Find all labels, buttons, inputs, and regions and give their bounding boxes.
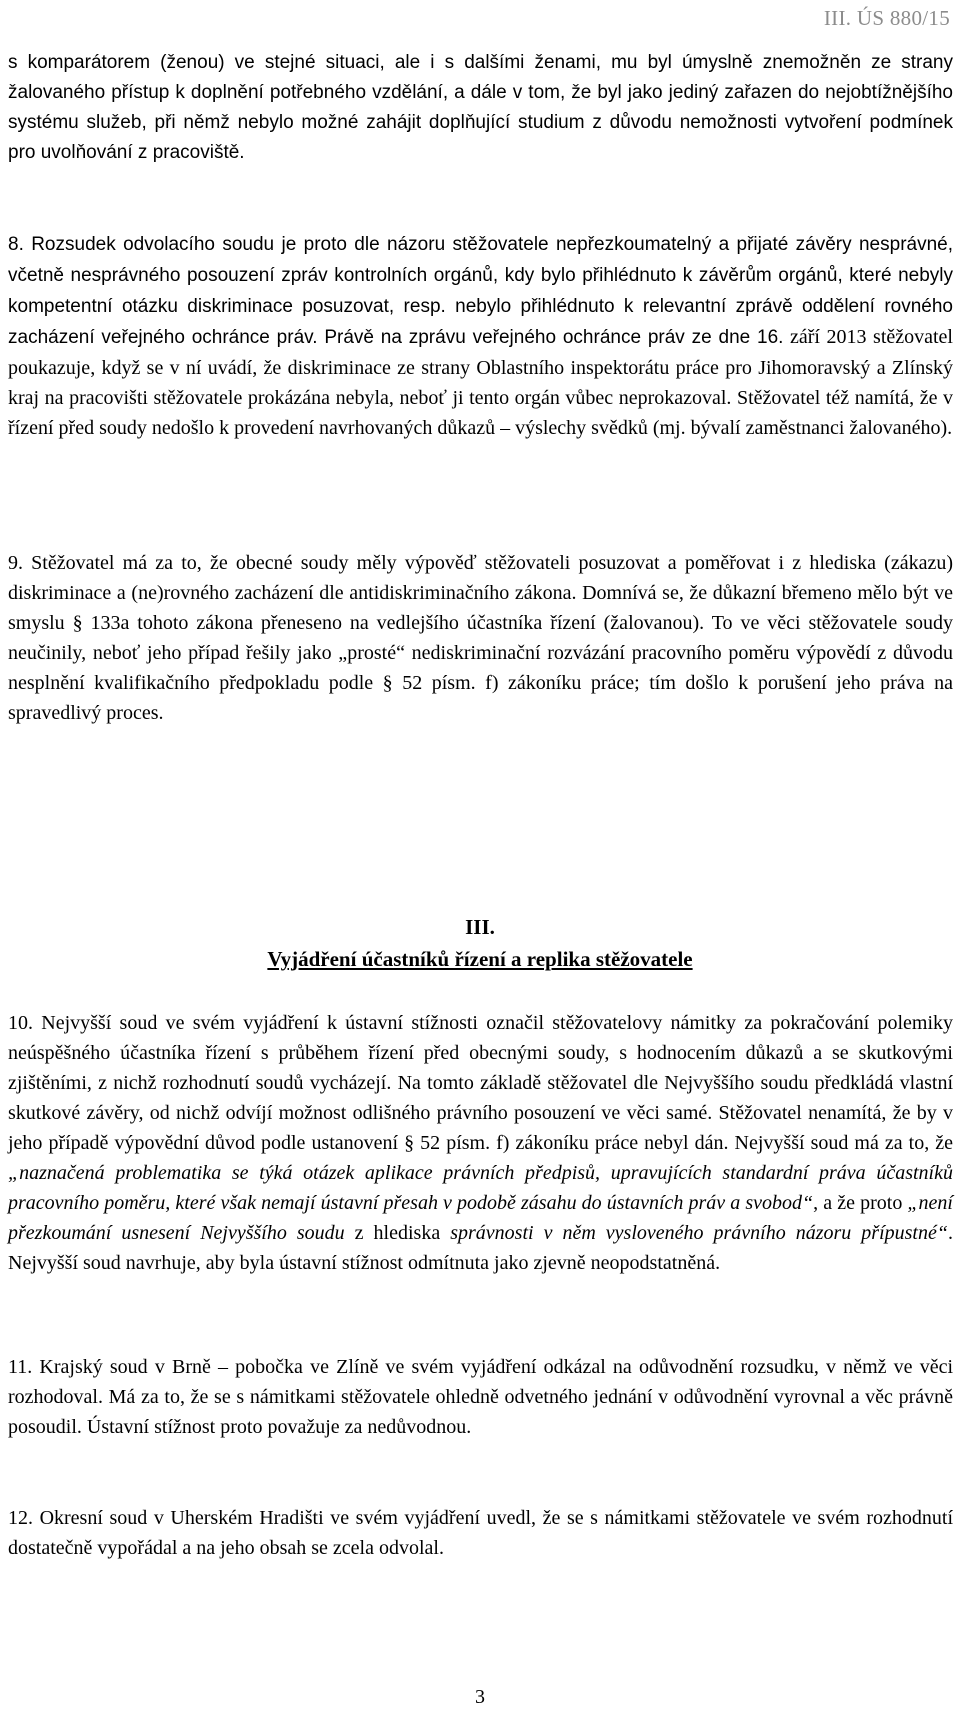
- paragraph-10-quote-1: „naznačená problematika se týká otázek aplikace právních předpisů, upravujících standardní práva účastníků pracovního poměru, které však nemají ústavní přesah v podobě zásahu do ústavních práv a svobod“: [8, 1162, 953, 1214]
- paragraph-10-text-2: , a že proto: [813, 1192, 908, 1214]
- paragraph-8-part-2: září 2013 stěžovatel poukazuje, když se v ní uvádí, že diskriminace ze strany Oblastního inspektorátu práce pro Jihomoravský a Zlínský kraj na pracovišti stěžovatele prokázána nebyla, neboť ji tento orgán vůbec neprokazoval. Stěžovatel též namítá, že v řízení před soudy nedošlo k provedení navrhovaných důkazů – výslechy svědků (mj. bývalí zaměstnanci žalovaného).: [8, 326, 953, 439]
- paragraph-12: 12. Okresní soud v Uherském Hradišti ve svém vyjádření uvedl, že se s námitkami stěžovatele ve svém rozhodnutí dostatečně vypořádal a na jeho obsah se zcela odvolal.: [8, 1507, 953, 1559]
- paragraph-10-text-3: z hlediska: [344, 1222, 451, 1244]
- case-reference-header: III. ÚS 880/15: [823, 6, 950, 30]
- paragraph-11: 11. Krajský soud v Brně – pobočka ve Zlíně ve svém vyjádření odkázal na odůvodnění rozsudku, v němž ve věci rozhodoval. Má za to, že se s námitkami stěžovatele ohledně odvetného jednání v odůvodnění vyrovnal a věc právně posoudil. Ústavní stížnost proto považuje za nedůvodnou.: [8, 1356, 953, 1438]
- paragraph-10-text-1: 10. Nejvyšší soud ve svém vyjádření k ústavní stížnosti označil stěžovatelovy námitky za pokračování polemiky neúspěšného účastníka řízení s průběhem řízení před obecnými soudy, s hodnocením důkazů a se skutkovými zjištěními, z nichž rozhodnutí soudů vycházejí. Na tomto základě stěžovatel dle Nejvyššího soudu předkládá vlastní skutkové závěry, od nichž odvíjí možnost odlišného právního posouzení ve věci samé. Stěžovatel nenamítá, že by v jeho případě výpovědní důvod podle ustanovení § 52 písm. f) zákoníku práce nebyl dán. Nejvyšší soud má za to, že: [8, 1012, 953, 1154]
- section-title-underlined: Vyjádření účastníků řízení a replika stěžovatele: [267, 947, 693, 971]
- paragraph-10-quote-2: „není přezkoumání usnesení Nejvyššího soudu: [8, 1192, 953, 1244]
- page-number: 3: [475, 1686, 485, 1708]
- paragraph-continuation: s komparátorem (ženou) ve stejné situaci, ale i s dalšími ženami, mu byl úmyslně znemožněn ze strany žalovaného přístup k doplnění potřebného vzdělání, a dále v tom, že byl jako jediný zařazen do nejobtížnějšího systému služeb, při němž nebylo možné zahájit doplňující studium z důvodu nemožnosti vytvoření podmínek pro uvolňování z pracoviště.: [8, 52, 953, 163]
- section-number: III.: [465, 915, 495, 939]
- paragraph-10: [8, 1008, 953, 1278]
- section-title: [0, 944, 960, 974]
- paragraph-8: [8, 229, 953, 443]
- paragraph-8-part-1: 8. Rozsudek odvolacího soudu je proto dle názoru stěžovatele nepřezkoumatelný a přijaté závěry nesprávné, včetně nesprávného posouzení zpráv kontrolních orgánů, kdy bylo přihlédnuto k závěrům orgánů, které nebyly kompetentní otázku diskriminace posuzovat, resp. nebylo přihlédnuto k relevantní zprávě oddělení rovného zacházení veřejného ochránce práv. Právě na zprávu veřejného ochránce práv ze dne 16.: [8, 234, 953, 348]
- paragraph-9: 9. Stěžovatel má za to, že obecné soudy měly výpověď stěžovateli posuzovat a poměřovat i z hlediska (zákazu) diskriminace a (ne)rovného zacházení dle antidiskriminačního zákona. Domnívá se, že důkazní břemeno mělo být ve smyslu § 133a tohoto zákona přeneseno na vedlejšího účastníka řízení (žalovanou). To ve věci stěžovatele soudy neučinily, neboť jeho případ řešily jako „prosté“ nediskriminační rozvázání pracovního poměru výpovědí z důvodu nesplnění kvalifikačního předpokladu podle § 52 písm. f) zákoníku práce; tím došlo k porušení jeho práva na spravedlivý proces.: [8, 552, 953, 724]
- paragraph-10-quote-3: správnosti v něm vysloveného právního názoru přípustné“: [450, 1222, 948, 1244]
- paragraph-10-text-4: . Nejvyšší soud navrhuje, aby byla ústavní stížnost odmítnuta jako zjevně neopodstatněná.: [8, 1222, 953, 1274]
